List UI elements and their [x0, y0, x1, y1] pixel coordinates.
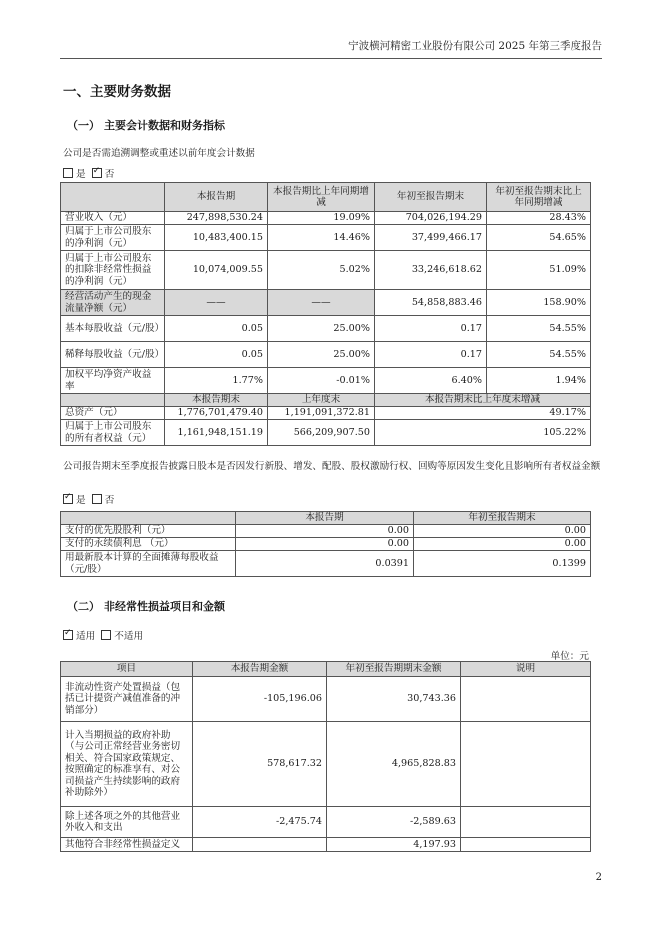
cell-value: ——	[165, 290, 268, 316]
cell-note	[461, 677, 591, 722]
table-row	[61, 342, 591, 368]
cell-value: 0.05	[165, 342, 268, 368]
header-cell: 上年度末	[268, 394, 375, 407]
row-label: 基本每股收益（元/股）	[61, 316, 165, 342]
cell-value: 0.05	[165, 316, 268, 342]
page-header: 宁波横河精密工业股份有限公司 2025 年第三季度报告	[348, 40, 602, 52]
option-yes: 是	[76, 495, 86, 506]
table-subheader-row	[61, 394, 591, 407]
cell-value: 578,617.32	[193, 722, 327, 807]
header-cell	[61, 512, 236, 525]
cell-value: 25.00%	[268, 342, 375, 368]
cell-value: 0.00	[236, 538, 414, 551]
cell-value: 0.00	[414, 538, 591, 551]
header-cell: 本报告期	[236, 512, 414, 525]
cell-value: -105,196.06	[193, 677, 327, 722]
checked-checkbox-icon[interactable]	[63, 494, 73, 504]
cell-value: 5.02%	[268, 251, 375, 290]
unit-label: 单位：元	[550, 651, 589, 662]
cell-value: ——	[268, 290, 375, 316]
row-label: 归属于上市公司股东的所有者权益（元）	[61, 420, 165, 446]
checked-checkbox-icon[interactable]	[92, 168, 102, 178]
option-yes: 是	[76, 169, 86, 180]
share-change-options	[63, 492, 114, 506]
cell-value: 0.00	[414, 525, 591, 538]
subsection-title-2	[67, 598, 225, 614]
cell-value: 0.1399	[414, 551, 591, 577]
row-label: 其他符合非经常性损益定义	[61, 838, 193, 852]
header-cell: 年初至报告期期末金额	[327, 662, 461, 677]
cell-value: 54,858,883.46	[375, 290, 487, 316]
cell-value: 1.94%	[487, 368, 591, 394]
table-row	[61, 420, 591, 446]
cell-note	[461, 807, 591, 838]
cell-value: 0.0391	[236, 551, 414, 577]
row-label: 经营活动产生的现金流量净额（元）	[61, 290, 165, 316]
cell-value: 1,161,948,151.19	[165, 420, 268, 446]
header-cell: 本报告期金额	[193, 662, 327, 677]
header-cell: 说明	[461, 662, 591, 677]
table-row	[61, 525, 591, 538]
cell-value: 1,191,091,372.81	[268, 407, 375, 420]
checked-checkbox-icon[interactable]	[63, 630, 73, 640]
subsection-number: （二）	[67, 600, 100, 613]
row-label: 总资产（元）	[61, 407, 165, 420]
row-label: 营业收入（元）	[61, 212, 165, 225]
option-applicable: 适用	[76, 631, 96, 642]
row-label: 用最新股本计算的全面摊薄每股收益（元/股）	[61, 551, 236, 577]
subsection-title-1	[67, 117, 225, 133]
cell-value	[193, 838, 327, 852]
option-no: 否	[104, 169, 115, 180]
cell-value: 4,965,828.83	[327, 722, 461, 807]
table-row	[61, 838, 591, 852]
cell-value: 0.17	[375, 316, 487, 342]
header-cell	[61, 183, 165, 212]
table-row	[61, 251, 591, 290]
subsection-label: 非经常性损益项目和金额	[104, 600, 225, 613]
header-cell: 本报告期比上年同期增减	[268, 183, 375, 212]
row-label: 支付的优先股股利（元）	[61, 525, 236, 538]
cell-value: 49.17%	[375, 407, 591, 420]
cell-note	[461, 722, 591, 807]
cell-value: 14.46%	[268, 225, 375, 251]
option-not-applicable: 不适用	[114, 631, 144, 642]
subsection-label: 主要会计数据和财务指标	[104, 119, 225, 132]
table-header-row	[61, 662, 591, 677]
checkbox-icon[interactable]	[101, 630, 111, 640]
cell-value: 0.00	[236, 525, 414, 538]
row-label: 除上述各项之外的其他营业外收入和支出	[61, 807, 193, 838]
header-cell	[61, 394, 165, 407]
row-label: 归属于上市公司股东的净利润（元）	[61, 225, 165, 251]
cell-value: 0.17	[375, 342, 487, 368]
table-header-row	[61, 183, 591, 212]
cell-value: 37,499,466.17	[375, 225, 487, 251]
header-cell: 项目	[61, 662, 193, 677]
key-financial-data-table	[60, 182, 591, 446]
table-row	[61, 807, 591, 838]
header-cell: 年初至报告期末比上年同期增减	[487, 183, 591, 212]
cell-value: 10,483,400.15	[165, 225, 268, 251]
table-header-row	[61, 512, 591, 525]
table-row	[61, 538, 591, 551]
table-row	[61, 212, 591, 225]
row-label: 支付的永续债利息 （元）	[61, 538, 236, 551]
cell-value: 6.40%	[375, 368, 487, 394]
table-row	[61, 677, 591, 722]
table-row	[61, 225, 591, 251]
header-cell: 本报告期	[165, 183, 268, 212]
header-cell: 本报告期末	[165, 394, 268, 407]
checkbox-icon[interactable]	[63, 168, 73, 178]
cell-value: 33,246,618.62	[375, 251, 487, 290]
cell-value: 1,776,701,479.40	[165, 407, 268, 420]
restate-options	[63, 166, 114, 180]
row-label: 归属于上市公司股东的扣除非经常性损益的净利润（元）	[61, 251, 165, 290]
cell-value: 19.09%	[268, 212, 375, 225]
cell-value: 10,074,009.55	[165, 251, 268, 290]
restate-question: 公司是否需追溯调整或重述以前年度会计数据	[63, 148, 255, 159]
cell-value: -2,589.63	[327, 807, 461, 838]
checkbox-icon[interactable]	[92, 494, 102, 504]
applicable-options	[63, 628, 143, 642]
table-row	[61, 290, 591, 316]
cell-value: 28.43%	[487, 212, 591, 225]
cell-value: -0.01%	[268, 368, 375, 394]
cell-value: 25.00%	[268, 316, 375, 342]
header-divider	[60, 58, 602, 59]
cell-value: 54.55%	[487, 342, 591, 368]
row-label: 计入当期损益的政府补助（与公司正常经营业务密切相关、符合国家政策规定、按照确定的标准享有、对公司损益产生持续影响的政府补助除外）	[61, 722, 193, 807]
option-no: 否	[104, 495, 115, 506]
cell-note	[461, 838, 591, 852]
cell-value: 30,743.36	[327, 677, 461, 722]
cell-value: -2,475.74	[193, 807, 327, 838]
diluted-eps-table	[60, 511, 591, 577]
table-row	[61, 722, 591, 807]
cell-value: 158.90%	[487, 290, 591, 316]
share-change-question: 公司报告期末至季度报告披露日股本是否因发行新股、增发、配股、股权激励行权、回购等原因发生变化且影响所有者权益金额	[63, 461, 601, 472]
table-row	[61, 316, 591, 342]
table-row	[61, 368, 591, 394]
non-recurring-items-table	[60, 661, 591, 852]
row-label: 非流动性资产处置损益（包括已计提资产减值准备的冲销部分）	[61, 677, 193, 722]
row-label: 加权平均净资产收益率	[61, 368, 165, 394]
cell-value: 566,209,907.50	[268, 420, 375, 446]
cell-value: 1.77%	[165, 368, 268, 394]
cell-value: 247,898,530.24	[165, 212, 268, 225]
header-cell: 本报告期末比上年度末增减	[375, 394, 591, 407]
table-row	[61, 551, 591, 577]
subsection-number: （一）	[67, 119, 100, 132]
header-cell: 年初至报告期末	[414, 512, 591, 525]
header-cell: 年初至报告期末	[375, 183, 487, 212]
row-label: 稀释每股收益（元/股）	[61, 342, 165, 368]
cell-value: 704,026,194.29	[375, 212, 487, 225]
section-title: 一、主要财务数据	[63, 84, 171, 100]
cell-value: 51.09%	[487, 251, 591, 290]
cell-value: 54.65%	[487, 225, 591, 251]
cell-value: 54.55%	[487, 316, 591, 342]
cell-value: 4,197.93	[327, 838, 461, 852]
page-number: 2	[595, 872, 602, 883]
table-row	[61, 407, 591, 420]
cell-value: 105.22%	[375, 420, 591, 446]
